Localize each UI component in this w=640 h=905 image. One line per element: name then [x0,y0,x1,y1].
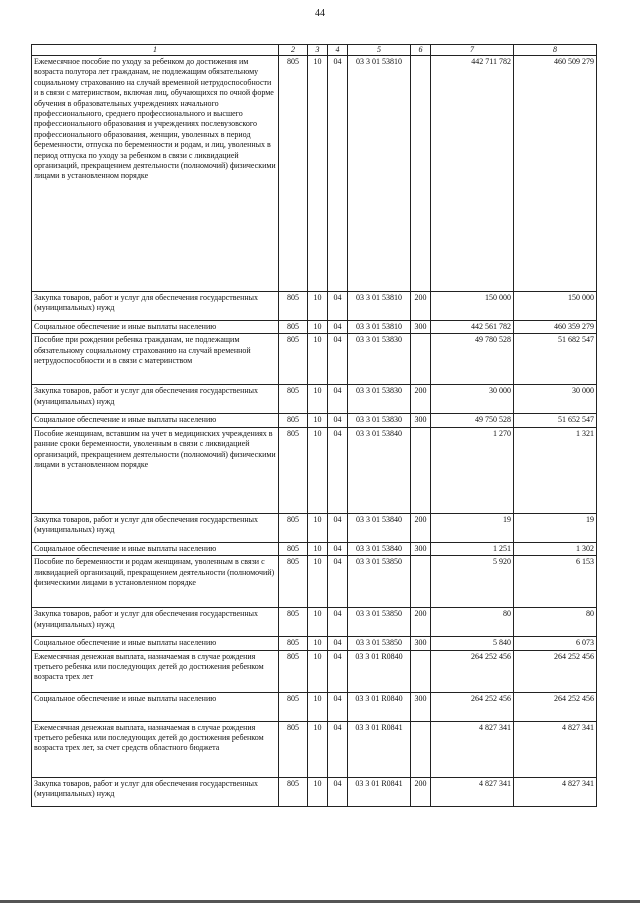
row-amount-2-cell: 460 509 279 [514,56,597,292]
row-subsection-cell: 04 [328,513,348,542]
row-code-cell: 805 [279,292,308,321]
row-target-cell: 03 3 01 R0841 [348,777,411,806]
row-target-cell: 03 3 01 53840 [348,542,411,555]
table-row [32,414,597,427]
row-code-cell: 805 [279,777,308,806]
table-row [32,542,597,555]
row-expense-type-cell: 300 [411,542,431,555]
row-amount-1-cell: 4 827 341 [431,721,514,777]
row-code-cell: 805 [279,414,308,427]
row-target-cell: 03 3 01 53830 [348,414,411,427]
row-target-cell: 03 3 01 53810 [348,292,411,321]
row-amount-1-cell: 264 252 456 [431,692,514,721]
column-header-2: 2 [279,45,308,56]
row-expense-type-cell [411,56,431,292]
table-row [32,427,597,513]
row-amount-1-cell: 1 270 [431,427,514,513]
table-row [32,650,597,692]
row-expense-type-cell [411,334,431,385]
row-amount-1-cell: 49 750 528 [431,414,514,427]
table-row [32,556,597,608]
row-section-cell: 10 [308,556,328,608]
row-code-cell: 805 [279,427,308,513]
column-header-3: 3 [308,45,328,56]
table-row [32,513,597,542]
row-code-cell: 805 [279,650,308,692]
row-target-cell: 03 3 01 53850 [348,608,411,637]
row-subsection-cell: 04 [328,292,348,321]
row-expense-type-cell [411,556,431,608]
column-header-1: 1 [32,45,279,56]
row-subsection-cell: 04 [328,777,348,806]
row-amount-1-cell: 4 827 341 [431,777,514,806]
row-subsection-cell: 04 [328,556,348,608]
row-section-cell: 10 [308,292,328,321]
table-row [32,692,597,721]
table-header-row [32,45,597,56]
table-row [32,321,597,334]
row-section-cell: 10 [308,385,328,414]
budget-table [31,44,597,807]
column-header-8: 8 [514,45,597,56]
row-subsection-cell: 04 [328,637,348,650]
row-amount-2-cell: 30 000 [514,385,597,414]
row-amount-1-cell: 5 920 [431,556,514,608]
row-target-cell: 03 3 01 53830 [348,385,411,414]
row-target-cell: 03 3 01 53840 [348,427,411,513]
row-amount-2-cell: 4 827 341 [514,721,597,777]
row-expense-type-cell: 200 [411,777,431,806]
row-name-cell: Ежемесячная денежная выплата, назначаемая в случае рождения третьего ребенка или последующих детей до достижения ребенком возраста трех лет [32,650,279,692]
row-name-cell: Социальное обеспечение и иные выплаты населению [32,692,279,721]
row-target-cell: 03 3 01 53850 [348,556,411,608]
row-amount-1-cell: 264 252 456 [431,650,514,692]
row-code-cell: 805 [279,385,308,414]
row-code-cell: 805 [279,692,308,721]
row-expense-type-cell: 300 [411,321,431,334]
row-amount-2-cell: 460 359 279 [514,321,597,334]
row-name-cell: Ежемесячная денежная выплата, назначаемая в случае рождения третьего ребенка или последующих детей до достижения ребенком возраста трех лет, за счет средств областного бюджета [32,721,279,777]
row-section-cell: 10 [308,414,328,427]
row-amount-1-cell: 80 [431,608,514,637]
row-amount-1-cell: 442 561 782 [431,321,514,334]
row-section-cell: 10 [308,321,328,334]
row-subsection-cell: 04 [328,334,348,385]
row-code-cell: 805 [279,321,308,334]
row-name-cell: Закупка товаров, работ и услуг для обеспечения государственных (муниципальных) нужд [32,385,279,414]
table-row [32,608,597,637]
row-name-cell: Социальное обеспечение и иные выплаты населению [32,321,279,334]
table-row [32,777,597,806]
table-row [32,56,597,292]
table-row [32,334,597,385]
row-target-cell: 03 3 01 53830 [348,334,411,385]
row-expense-type-cell: 300 [411,637,431,650]
row-name-cell: Пособие при рождении ребенка гражданам, не подлежащим обязательному социальному страхованию на случай временной нетрудоспособности и в связи с материнством [32,334,279,385]
page-number: 44 [315,8,325,19]
row-subsection-cell: 04 [328,650,348,692]
row-subsection-cell: 04 [328,692,348,721]
row-subsection-cell: 04 [328,427,348,513]
row-amount-2-cell: 1 302 [514,542,597,555]
row-code-cell: 805 [279,608,308,637]
row-amount-2-cell: 80 [514,608,597,637]
column-header-5: 5 [348,45,411,56]
row-amount-2-cell: 264 252 456 [514,692,597,721]
row-amount-2-cell: 6 153 [514,556,597,608]
row-section-cell: 10 [308,542,328,555]
row-section-cell: 10 [308,608,328,637]
row-section-cell: 10 [308,334,328,385]
row-name-cell: Пособие женщинам, вставшим на учет в медицинских учреждениях в ранние сроки беременности, уволенным в связи с ликвидацией организаций, прекращением деятельности (полномочий) физическими лицами в установленном порядке [32,427,279,513]
row-amount-1-cell: 1 251 [431,542,514,555]
table-row [32,385,597,414]
table-row [32,721,597,777]
row-name-cell: Ежемесячное пособие по уходу за ребенком до достижения им возраста полутора лет гражданам, не подлежащим обязательному социальному страхованию на случай временной нетрудоспособности и в связи с материнством, включая лиц, обучающихся по очной форме обучения в образовательных учреждениях начального профессионального, среднего профессионального и высшего профессионального образования и учреждениях послевузовского профессионального образования, женщин, уволенных в период беременности, отпуска по беременности и родам, и лиц, уволенных в период отпуска по уходу за ребенком в связи с ликвидацией организаций, прекращением деятельности (полномочий) физическими лицами в установленном порядке [32,56,279,292]
table-row [32,637,597,650]
column-header-6: 6 [411,45,431,56]
row-expense-type-cell: 300 [411,692,431,721]
row-code-cell: 805 [279,542,308,555]
row-subsection-cell: 04 [328,321,348,334]
row-code-cell: 805 [279,637,308,650]
row-code-cell: 805 [279,56,308,292]
row-name-cell: Социальное обеспечение и иные выплаты населению [32,637,279,650]
row-amount-2-cell: 264 252 456 [514,650,597,692]
row-target-cell: 03 3 01 R0840 [348,692,411,721]
row-target-cell: 03 3 01 R0841 [348,721,411,777]
row-subsection-cell: 04 [328,414,348,427]
row-expense-type-cell: 200 [411,608,431,637]
row-amount-1-cell: 49 780 528 [431,334,514,385]
row-amount-1-cell: 442 711 782 [431,56,514,292]
row-amount-2-cell: 51 652 547 [514,414,597,427]
row-amount-2-cell: 19 [514,513,597,542]
row-amount-2-cell: 150 000 [514,292,597,321]
row-expense-type-cell: 200 [411,513,431,542]
row-section-cell: 10 [308,692,328,721]
row-section-cell: 10 [308,513,328,542]
page-bottom-border [0,900,640,903]
row-expense-type-cell [411,721,431,777]
row-amount-1-cell: 19 [431,513,514,542]
row-amount-2-cell: 51 682 547 [514,334,597,385]
row-target-cell: 03 3 01 53810 [348,56,411,292]
row-name-cell: Закупка товаров, работ и услуг для обеспечения государственных (муниципальных) нужд [32,777,279,806]
row-section-cell: 10 [308,650,328,692]
row-subsection-cell: 04 [328,542,348,555]
column-header-4: 4 [328,45,348,56]
row-expense-type-cell [411,427,431,513]
row-expense-type-cell [411,650,431,692]
row-target-cell: 03 3 01 53850 [348,637,411,650]
row-name-cell: Закупка товаров, работ и услуг для обеспечения государственных (муниципальных) нужд [32,608,279,637]
row-subsection-cell: 04 [328,721,348,777]
row-subsection-cell: 04 [328,608,348,637]
row-section-cell: 10 [308,427,328,513]
row-name-cell: Пособие по беременности и родам женщинам, уволенным в связи с ликвидацией организаций, прекращением деятельности (полномочий) физическими лицами в установленном порядке [32,556,279,608]
row-amount-1-cell: 30 000 [431,385,514,414]
row-target-cell: 03 3 01 53810 [348,321,411,334]
row-section-cell: 10 [308,56,328,292]
row-section-cell: 10 [308,637,328,650]
row-name-cell: Социальное обеспечение и иные выплаты населению [32,414,279,427]
row-amount-2-cell: 4 827 341 [514,777,597,806]
row-name-cell: Социальное обеспечение и иные выплаты населению [32,542,279,555]
row-target-cell: 03 3 01 R0840 [348,650,411,692]
table-row [32,292,597,321]
row-amount-1-cell: 150 000 [431,292,514,321]
row-section-cell: 10 [308,777,328,806]
row-subsection-cell: 04 [328,385,348,414]
row-name-cell: Закупка товаров, работ и услуг для обеспечения государственных (муниципальных) нужд [32,513,279,542]
row-expense-type-cell: 300 [411,414,431,427]
row-target-cell: 03 3 01 53840 [348,513,411,542]
row-amount-2-cell: 1 321 [514,427,597,513]
row-amount-2-cell: 6 073 [514,637,597,650]
row-code-cell: 805 [279,513,308,542]
row-subsection-cell: 04 [328,56,348,292]
row-code-cell: 805 [279,721,308,777]
row-code-cell: 805 [279,556,308,608]
row-name-cell: Закупка товаров, работ и услуг для обеспечения государственных (муниципальных) нужд [32,292,279,321]
column-header-7: 7 [431,45,514,56]
row-amount-1-cell: 5 840 [431,637,514,650]
row-expense-type-cell: 200 [411,385,431,414]
row-section-cell: 10 [308,721,328,777]
row-expense-type-cell: 200 [411,292,431,321]
row-code-cell: 805 [279,334,308,385]
